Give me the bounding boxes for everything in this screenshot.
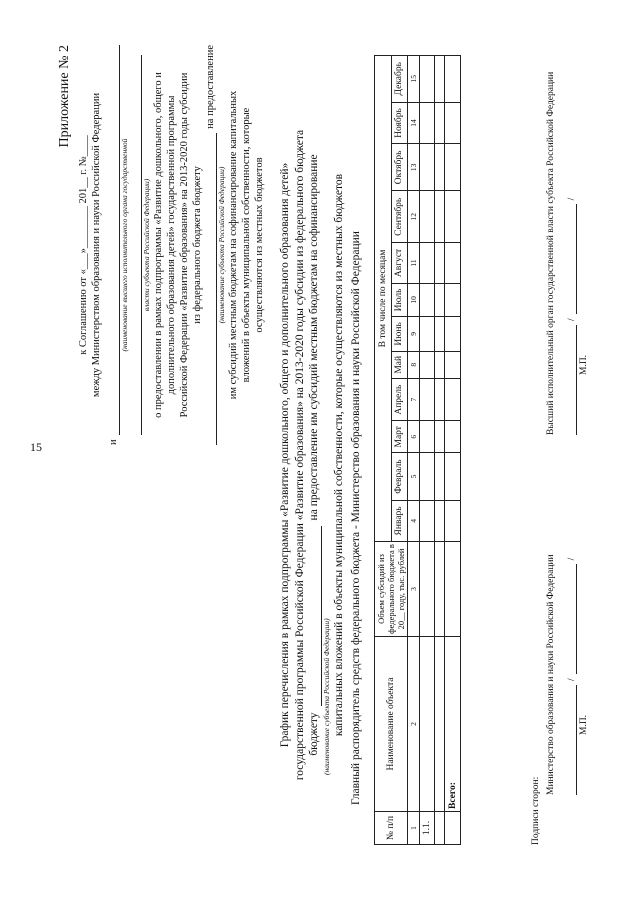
- caption-subject: (наименование субъекта Российской Федерации): [217, 166, 227, 324]
- column-number: 10: [408, 283, 420, 317]
- month-header: Март: [391, 421, 408, 453]
- month-header: Август: [391, 243, 408, 283]
- column-number: 15: [408, 56, 420, 103]
- column-number: 7: [408, 379, 420, 421]
- title-line: График перечисления в рамках подпрограммы «Развитие дошкольного, общего и дополнительного образования детей»: [279, 162, 291, 748]
- appendix-title: Приложение № 2: [57, 45, 72, 148]
- col-months-group-header: В том числе по месяцам: [375, 56, 392, 542]
- slash: /: [567, 197, 577, 201]
- month-header: Декабрь: [391, 56, 408, 103]
- signature-left: [546, 554, 589, 795]
- column-number: 2: [408, 637, 420, 812]
- col-no-header: № п/п: [375, 812, 408, 845]
- title-line: на предоставление им субсидий местным бюджетам на софинансирование: [308, 154, 321, 521]
- caption-power: власти субъекта Российской Федерации): [142, 178, 152, 312]
- signatures-label: Подписи сторон:: [531, 776, 541, 845]
- left-org: Министерство образования и науки Российской Федерации: [546, 554, 556, 795]
- purpose-line: вложений в объекты муниципальной собственности, которые: [240, 107, 252, 383]
- column-number: 5: [408, 453, 420, 501]
- table-row: [420, 56, 435, 845]
- document-title: [278, 75, 346, 835]
- column-number: 1: [408, 812, 420, 845]
- column-number: 8: [408, 351, 420, 378]
- signature-line: [566, 564, 577, 674]
- column-number: 3: [408, 542, 420, 637]
- column-number: 9: [408, 317, 420, 351]
- mp-stamp: М.П.: [579, 714, 589, 735]
- signature-right: [546, 72, 589, 435]
- month-header: Январь: [391, 500, 408, 541]
- and-word: и: [107, 439, 119, 445]
- agreement-line: к Соглашению от «___»________ 201__ г. №____: [77, 135, 89, 355]
- page-number: 15: [30, 440, 42, 454]
- caption-subject: (наименование субъекта Российской Федерации): [322, 618, 332, 775]
- purpose-line: из федерального бюджета бюджету: [192, 166, 203, 324]
- blank-line: [311, 526, 322, 706]
- appendix-header: [56, 45, 266, 445]
- column-number: 11: [408, 243, 420, 283]
- purpose-line: дополнительного образования детей» государственной программы: [165, 95, 177, 395]
- signature-line: [566, 685, 577, 795]
- blank-line: [206, 133, 217, 445]
- signature-line: [566, 204, 577, 314]
- total-label: Всего:: [445, 637, 461, 812]
- month-header: Апрель: [391, 379, 408, 421]
- slash: /: [567, 318, 577, 321]
- table-row: [435, 56, 445, 845]
- title-line: капитальных вложений в объекты муниципальной собственности, которые осуществляются из местных бюджетов: [332, 173, 345, 737]
- total-row: [445, 56, 461, 845]
- month-header: Июль: [391, 283, 408, 317]
- month-header: Февраль: [391, 453, 408, 501]
- mp-stamp: М.П.: [579, 354, 589, 375]
- signature-line: [566, 325, 577, 435]
- month-header: Октябрь: [391, 144, 408, 191]
- purpose-line: им субсидий местным бюджетам на софинансирование капитальных: [227, 90, 239, 400]
- rotated-sheet: [56, 45, 589, 865]
- column-number: 14: [408, 102, 420, 144]
- month-header: Ноябрь: [391, 102, 408, 144]
- between-line: между Министерством образования и науки Российской Федерации: [90, 92, 102, 398]
- blank-line: [129, 55, 142, 435]
- blank-line: [109, 45, 120, 435]
- column-number: 6: [408, 421, 420, 453]
- row-number: 1.1.: [420, 812, 435, 845]
- col-name-header: Наименование объекта: [375, 637, 408, 812]
- slash: /: [567, 678, 577, 681]
- month-header: Сентябрь: [391, 191, 408, 243]
- slash: /: [567, 557, 577, 561]
- month-header: Май: [391, 351, 408, 378]
- column-number: 12: [408, 191, 420, 243]
- column-number-row: [408, 56, 420, 845]
- purpose-line: осуществляются из местных бюджетов: [253, 157, 265, 333]
- col-volume-header: Объем субсидий из федерального бюджета в 20__ году, тыс. рублей: [375, 542, 408, 637]
- chief-manager: Главный распорядитель средств федерального бюджета - Министерство образования и науки Российской Федерации: [350, 231, 362, 805]
- caption-exec-body: (наименование высшего исполнительного органа государственной: [119, 138, 129, 352]
- title-line: государственной программы Российской Федерации «Развитие образования» на 2013-2020 годы субсидии из федерального бюджета: [293, 129, 306, 781]
- month-header: Июнь: [391, 317, 408, 351]
- title-line: бюджету: [308, 712, 321, 756]
- right-org: Высший исполнительный орган государственной власти субъекта Российской Федерации: [546, 71, 556, 435]
- purpose-line: Российской Федерации «Развитие образования» на 2013-2020 годы субсидии: [178, 72, 190, 418]
- purpose-line: о предоставлении в рамках подпрограммы «Развитие дошкольного, общего и: [152, 72, 164, 418]
- purpose-line: на предоставление: [205, 45, 217, 129]
- schedule-table: [374, 55, 461, 845]
- column-number: 13: [408, 144, 420, 191]
- column-number: 4: [408, 500, 420, 541]
